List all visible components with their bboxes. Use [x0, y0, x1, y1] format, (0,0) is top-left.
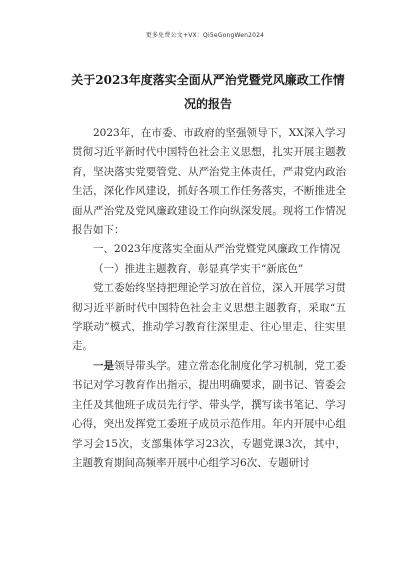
intro-paragraph: 2023年，在市委、市政府的坚强领导下，XX深入学习贯彻习近平新时代中国特色社会主义思想，扎实开展主题教育，坚决落实党要管党、从严治党主体责任，严肃党内政治生活，深化作风建设，抓好各项工作任务落实，不断推进全面从严治党及党风廉政建设工作向纵深发展。现将工作情况报告如下： — [72, 127, 346, 237]
document-title: 关于2023年度落实全面从严治党暨党风廉政工作情况的报告 — [71, 73, 345, 111]
lead-paragraph — [72, 357, 346, 473]
section-heading: 一、2023年度落实全面从严治党暨党风廉政工作情况 — [93, 243, 341, 256]
lead-paragraph-text: 领导带头学。建立常态化制度化学习机制，党工委书记对学习教育作出指示，提出明确要求，副书记、管委会主任及其他班子成员先行学、带头学，撰写读书笔记、学习心得，突出发挥党工委班子成员示范作用。年内开展中心组学习会15次，支部集体学习23次，专题党课3次，其中，主题教育期间高频率开展中心组学习6次、专题研讨 — [72, 359, 347, 469]
subsection-heading: （一）推进主题教育，彰显真学实干“新底色” — [93, 262, 304, 275]
document-body — [72, 124, 346, 473]
header-note: 更多免费公文+VX：Qi5eGongWen2024 — [145, 32, 265, 39]
subsection-paragraph: 党工委始终坚持把理论学习放在首位，深入开展学习贯彻习近平新时代中国特色社会主义思想主题教育，采取“五学联动”模式，推动学习教育往深里走、往心里走、往实里走。 — [72, 282, 346, 353]
lead-paragraph-marker: 一是 — [93, 359, 115, 372]
